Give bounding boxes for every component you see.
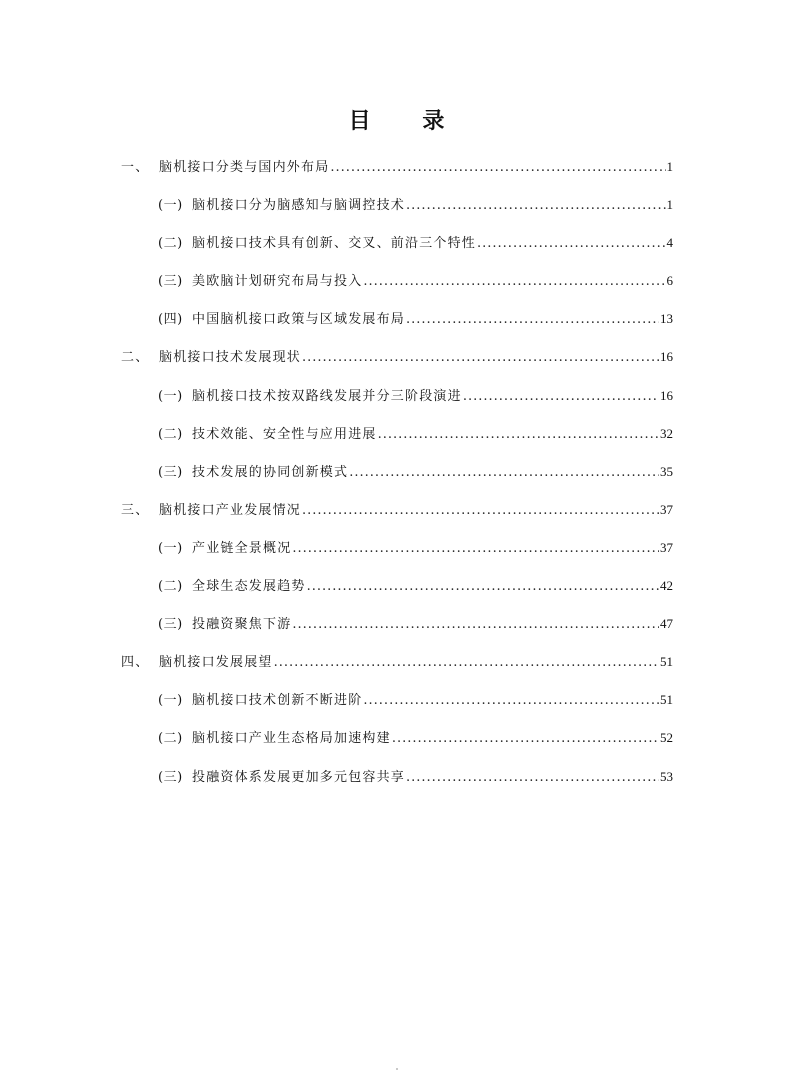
toc-entry[interactable] bbox=[121, 338, 673, 376]
dot-leader bbox=[477, 225, 665, 263]
section-title: 投融资聚焦下游 bbox=[192, 617, 292, 633]
page-number: 37 bbox=[660, 539, 673, 555]
section-number: (四) bbox=[158, 312, 183, 328]
page-number: 4 bbox=[666, 235, 673, 251]
page-number: 53 bbox=[660, 768, 673, 784]
dot-leader bbox=[330, 149, 665, 187]
page-number: 37 bbox=[660, 501, 673, 517]
toc-entry[interactable] bbox=[158, 415, 673, 453]
toc-entry[interactable] bbox=[158, 377, 673, 415]
toc-entry[interactable] bbox=[158, 605, 673, 643]
table-of-contents bbox=[0, 148, 793, 796]
toc-entry[interactable] bbox=[158, 453, 673, 491]
section-number: (二) bbox=[158, 731, 183, 747]
dot-leader bbox=[363, 682, 659, 720]
dot-leader bbox=[406, 187, 665, 225]
toc-entry[interactable] bbox=[158, 529, 673, 567]
section-number: (三) bbox=[158, 274, 183, 290]
dot-leader bbox=[302, 492, 659, 530]
section-number: (一) bbox=[158, 540, 183, 556]
dot-leader bbox=[363, 263, 665, 301]
section-title: 脑机接口技术发展现状 bbox=[159, 350, 302, 366]
section-title: 技术效能、安全性与应用进展 bbox=[192, 426, 377, 442]
section-title: 投融资体系发展更加多元包容共享 bbox=[192, 769, 406, 785]
dot-leader bbox=[292, 606, 659, 644]
toc-entry[interactable] bbox=[158, 567, 673, 605]
toc-entry[interactable] bbox=[158, 300, 673, 338]
section-title: 脑机接口技术按双路线发展并分三阶段演进 bbox=[192, 388, 462, 404]
section-title: 脑机接口技术创新不断进阶 bbox=[192, 693, 363, 709]
dot-leader bbox=[307, 568, 659, 606]
toc-entry[interactable] bbox=[121, 148, 673, 186]
page-number: 1 bbox=[666, 159, 673, 174]
page-number: 42 bbox=[660, 578, 673, 594]
section-title: 脑机接口技术具有创新、交叉、前沿三个特性 bbox=[192, 236, 477, 252]
dot-leader bbox=[392, 720, 659, 758]
toc-entry[interactable] bbox=[158, 186, 673, 224]
page-title: 目 录 bbox=[348, 109, 467, 134]
section-title: 脑机接口分类与国内外布局 bbox=[159, 160, 330, 175]
toc-entry[interactable] bbox=[158, 681, 673, 719]
section-number: (三) bbox=[158, 769, 183, 785]
section-number: (三) bbox=[158, 617, 183, 633]
page-number: 1 bbox=[666, 197, 673, 213]
toc-entry[interactable] bbox=[158, 224, 673, 262]
section-number: (一) bbox=[158, 388, 183, 404]
page-number: 32 bbox=[660, 425, 673, 441]
section-number: 一、 bbox=[121, 160, 150, 175]
section-title: 脑机接口分为脑感知与脑调控技术 bbox=[192, 198, 406, 214]
section-number: (二) bbox=[158, 579, 183, 595]
dot-leader bbox=[463, 378, 659, 416]
section-number: 四、 bbox=[121, 655, 150, 671]
page-number: 51 bbox=[660, 654, 673, 670]
section-title: 脑机接口产业生态格局加速构建 bbox=[192, 731, 391, 747]
dot-leader bbox=[274, 644, 659, 682]
section-number: 三、 bbox=[121, 502, 150, 518]
dot-leader bbox=[378, 416, 659, 454]
section-title: 全球生态发展趋势 bbox=[192, 579, 306, 595]
section-title: 中国脑机接口政策与区域发展布局 bbox=[192, 312, 406, 328]
section-title: 脑机接口产业发展情况 bbox=[159, 502, 302, 518]
toc-entry[interactable] bbox=[158, 719, 673, 757]
section-title: 脑机接口发展展望 bbox=[159, 655, 273, 671]
section-number: 二、 bbox=[121, 350, 150, 366]
section-number: (一) bbox=[158, 693, 183, 709]
dot-leader bbox=[302, 339, 659, 377]
toc-entry[interactable] bbox=[121, 643, 673, 681]
page-number: 47 bbox=[660, 616, 673, 632]
toc-entry[interactable] bbox=[158, 262, 673, 300]
dot-leader bbox=[349, 454, 659, 492]
dot-leader bbox=[406, 759, 659, 797]
page-number: 51 bbox=[660, 692, 673, 708]
section-number: (二) bbox=[158, 236, 183, 252]
section-title: 产业链全景概况 bbox=[192, 540, 292, 556]
section-title: 技术发展的协同创新模式 bbox=[192, 464, 349, 480]
toc-entry[interactable] bbox=[158, 758, 673, 796]
page-number: 16 bbox=[660, 387, 673, 403]
section-title: 美欧脑计划研究布局与投入 bbox=[192, 274, 363, 290]
section-number: (二) bbox=[158, 426, 183, 442]
page-number: 16 bbox=[660, 349, 673, 365]
section-number: (三) bbox=[158, 464, 183, 480]
dot-leader bbox=[292, 530, 659, 568]
toc-entry[interactable] bbox=[121, 491, 673, 529]
page-number: 35 bbox=[660, 463, 673, 479]
dot-leader bbox=[406, 301, 659, 339]
section-number: (一) bbox=[158, 198, 183, 214]
page-number: 13 bbox=[660, 311, 673, 327]
page-number: 52 bbox=[660, 730, 673, 746]
page-number: 6 bbox=[666, 273, 673, 289]
footer-dot bbox=[396, 1068, 398, 1070]
